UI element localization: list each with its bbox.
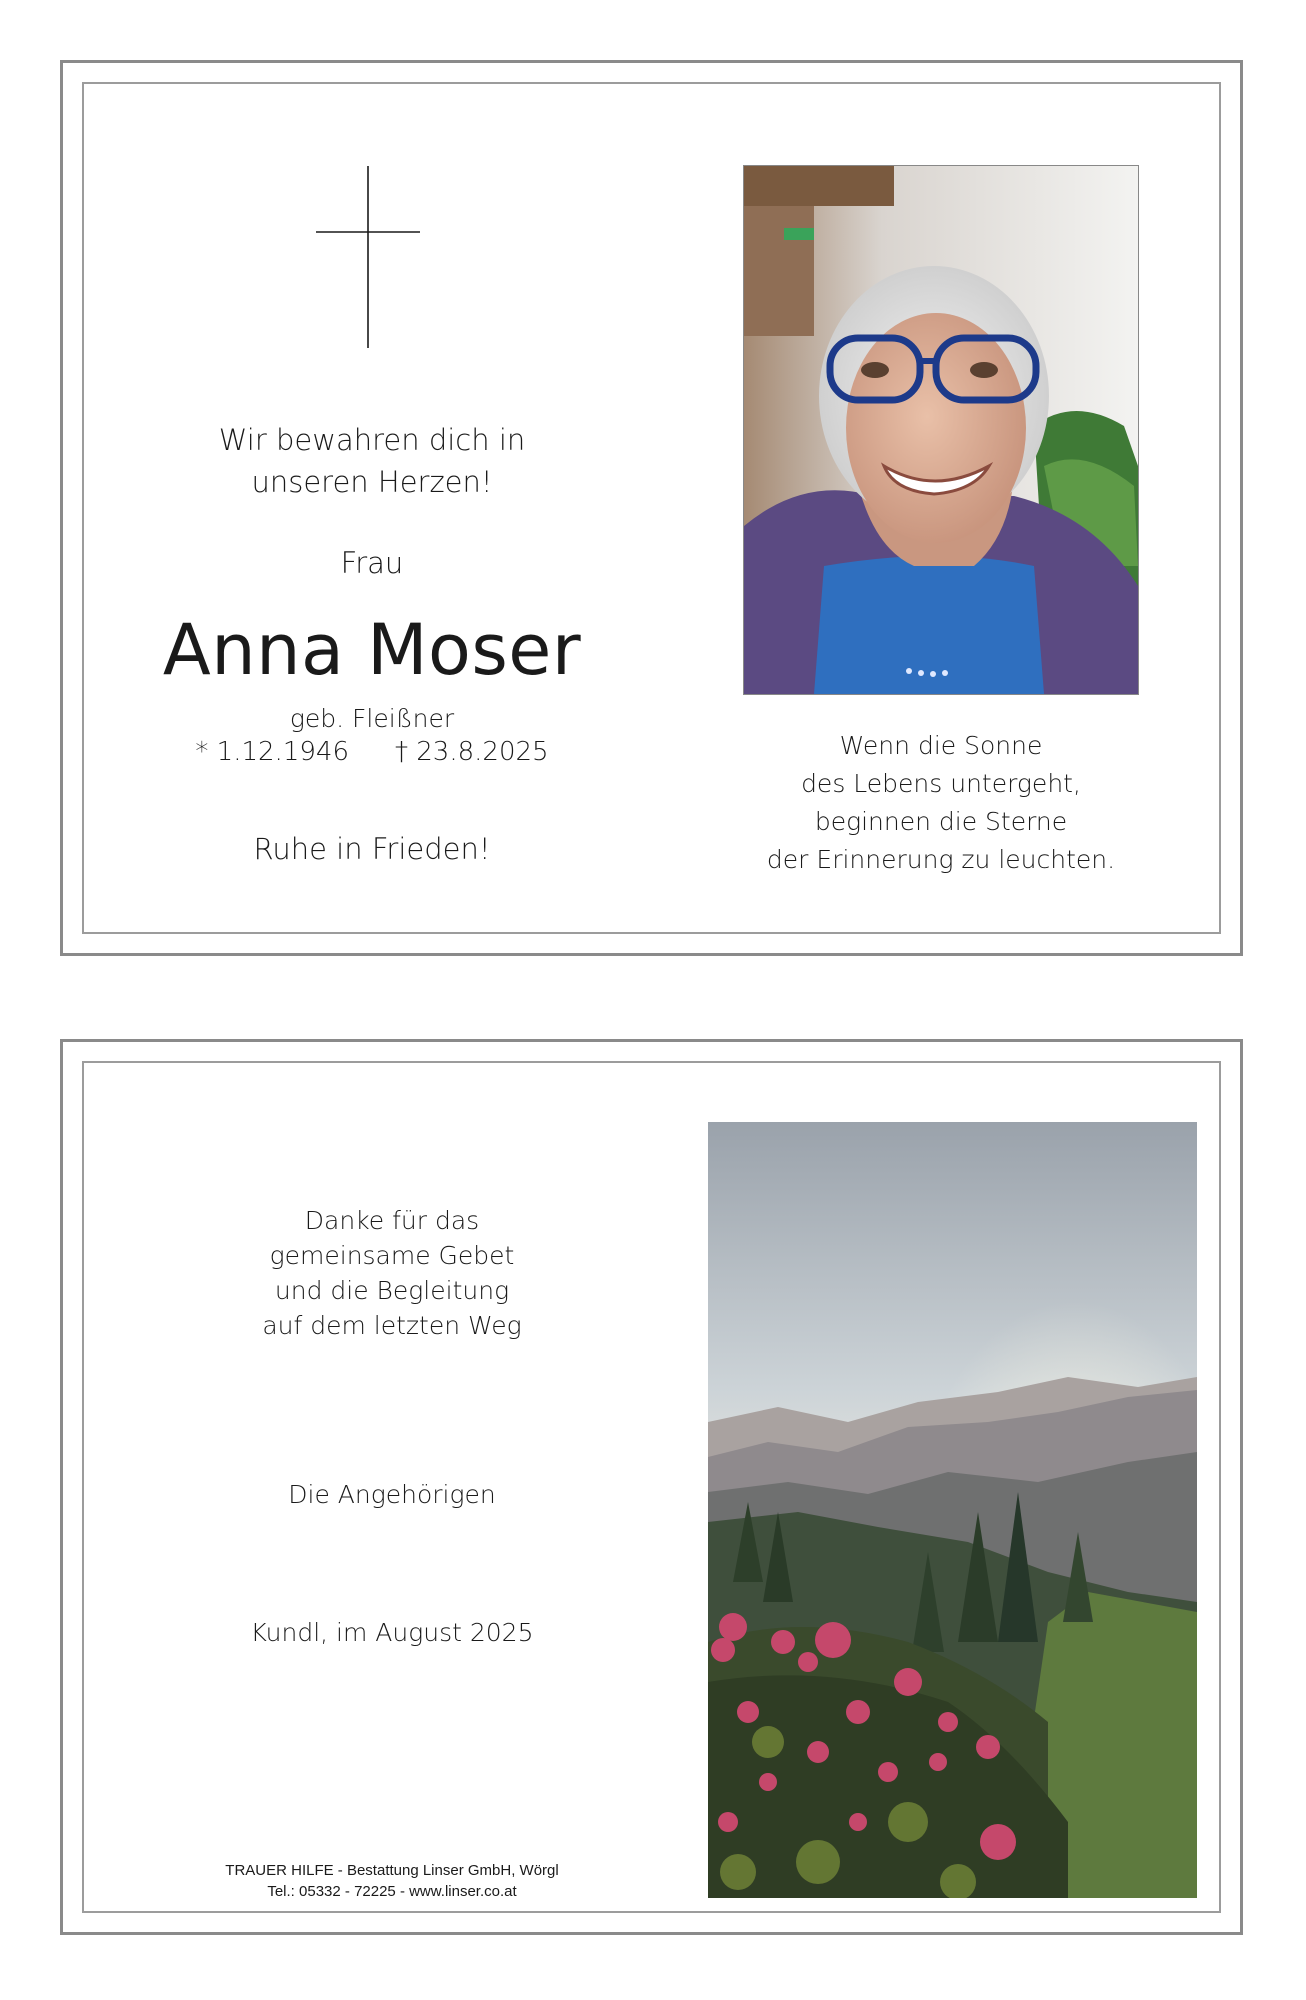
relatives-signature: Die Angehörigen xyxy=(288,1480,496,1509)
portrait-photo xyxy=(743,165,1139,695)
deceased-name: Anna Moser xyxy=(162,609,582,691)
thanks-line: und die Begleitung xyxy=(274,1276,510,1305)
death-date: † 23.8.2025 xyxy=(395,737,549,767)
inner-frame xyxy=(82,82,1221,934)
birth-name: geb. Fleißner xyxy=(289,704,455,733)
parte-front-card xyxy=(60,60,1243,956)
poem-line: beginnen die Sterne xyxy=(814,807,1068,836)
poem-line: der Erinnerung zu leuchten. xyxy=(766,845,1116,874)
honorific: Frau xyxy=(340,546,404,580)
memorial-verse xyxy=(122,419,622,503)
birth-date: * 1.12.1946 xyxy=(195,737,349,767)
verse-line: Wir bewahren dich in xyxy=(218,423,526,457)
parte-back-card xyxy=(60,1039,1243,1935)
thanks-line: gemeinsame Gebet xyxy=(269,1241,515,1270)
place-date: Kundl, im August 2025 xyxy=(250,1618,534,1647)
footer-line: Tel.: 05332 - 72225 - www.linser.co.at xyxy=(267,1883,517,1900)
life-dates xyxy=(122,737,622,767)
closing-phrase: Ruhe in Frieden! xyxy=(253,832,491,866)
thanks-line: Danke für das xyxy=(304,1206,480,1235)
thanks-text xyxy=(142,1203,642,1343)
inner-frame xyxy=(82,1061,1221,1913)
thanks-line: auf dem letzten Weg xyxy=(262,1311,522,1340)
cross-icon xyxy=(316,166,420,348)
poem-line: des Lebens untergeht, xyxy=(801,769,1081,798)
funeral-home-footer xyxy=(142,1860,642,1902)
mountain-landscape-photo xyxy=(708,1122,1197,1898)
footer-line: TRAUER HILFE - Bestattung Linser GmbH, Wörgl xyxy=(225,1862,559,1879)
poem-verse xyxy=(716,727,1166,879)
verse-line: unseren Herzen! xyxy=(251,465,493,499)
poem-line: Wenn die Sonne xyxy=(839,731,1043,760)
